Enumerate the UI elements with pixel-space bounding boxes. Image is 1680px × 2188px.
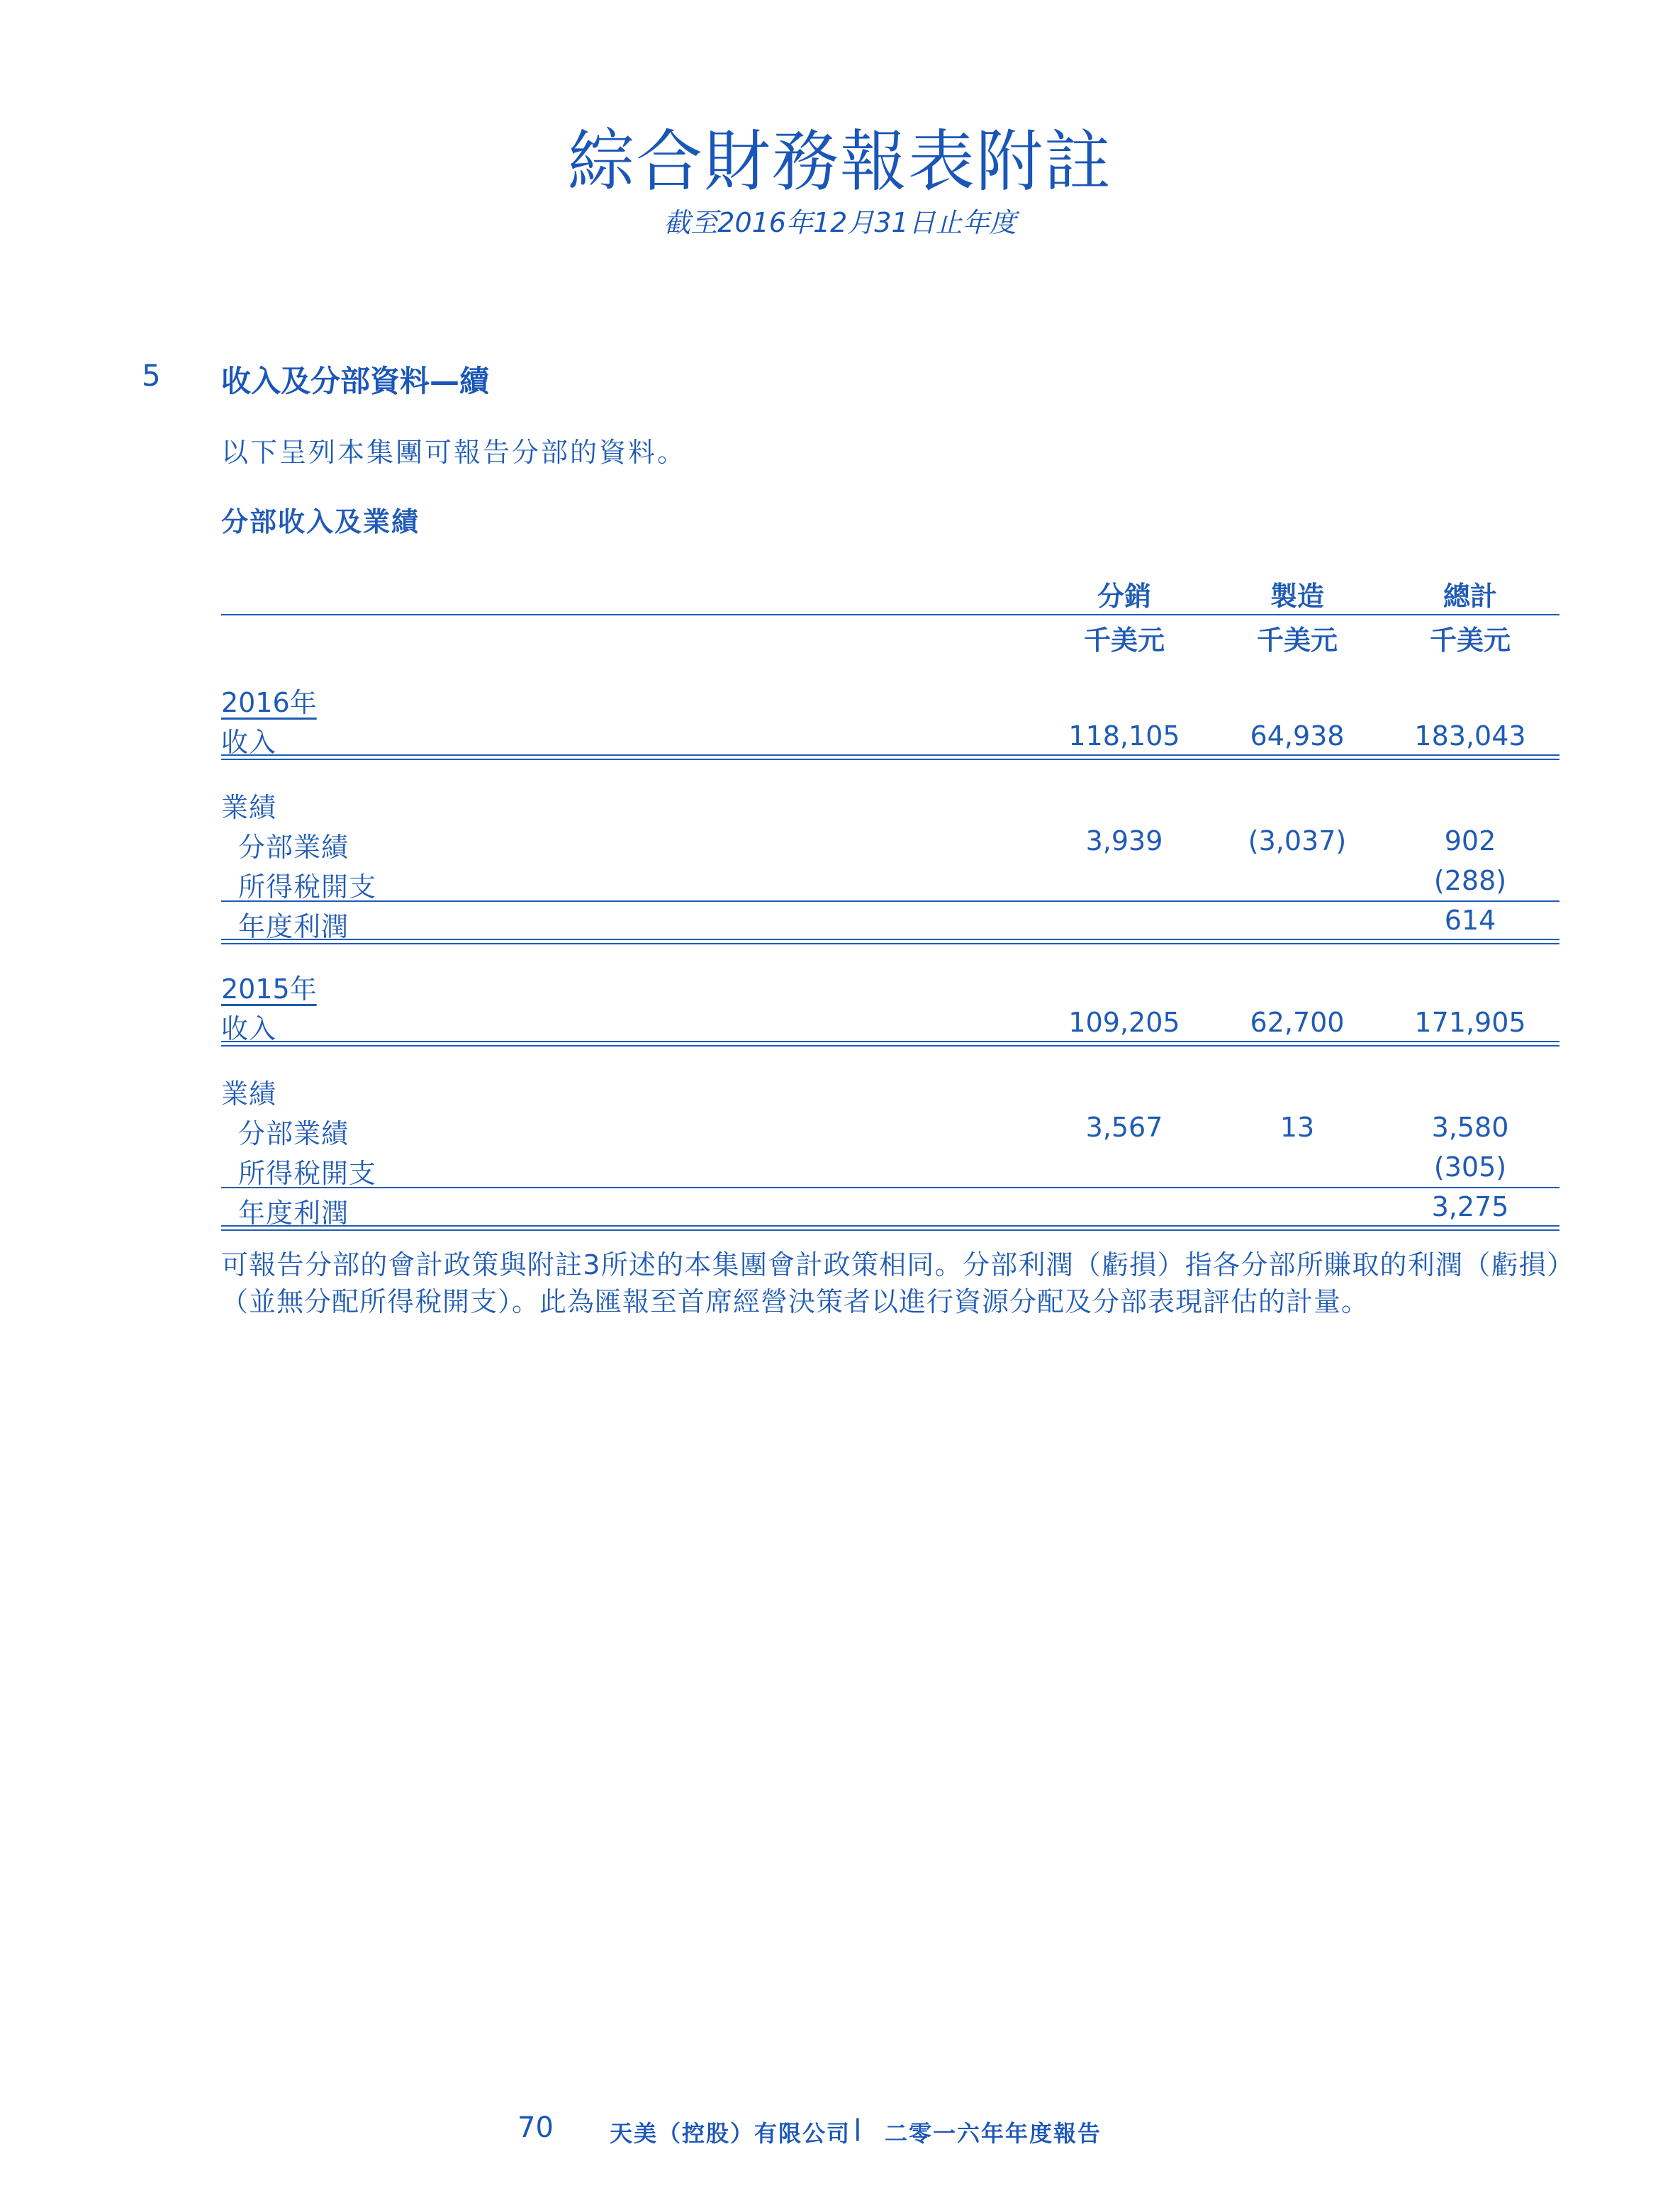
page-number: 70: [517, 2111, 554, 2144]
revenue-distribution-2016: 118,105: [1068, 720, 1180, 752]
revenue-distribution-2015: 109,205: [1068, 1007, 1180, 1038]
segment-results-label-2016: 分部業績: [238, 832, 349, 863]
segment-total-2015: 3,580: [1431, 1112, 1509, 1143]
results-label-2016: 業績: [221, 792, 277, 823]
income-tax-label-2015: 所得稅開支: [238, 1158, 377, 1189]
column-unit-manufacturing: 千美元: [1256, 625, 1338, 656]
page-footer: [0, 2111, 1680, 2154]
profit-rule-2016: [221, 939, 1559, 944]
section-intro: 以下呈列本集團可報告分部的資料。: [221, 437, 687, 468]
profit-total-2016: 614: [1444, 905, 1496, 936]
year-label-2015: 2015年: [221, 973, 317, 1005]
revenue-rule-2015: [221, 1041, 1559, 1046]
tax-rule-2015: [221, 1187, 1559, 1188]
header-rule: [221, 614, 1559, 615]
footer-separator: |: [853, 2114, 862, 2141]
revenue-manufacturing-2015: 62,700: [1250, 1007, 1345, 1038]
results-label-2015: 業績: [221, 1078, 277, 1110]
income-tax-label-2016: 所得稅開支: [238, 871, 377, 903]
column-header-total: 總計: [1443, 581, 1497, 612]
segment-distribution-2015: 3,567: [1085, 1112, 1163, 1143]
report-name: 二零一六年年度報告: [885, 2120, 1102, 2147]
profit-label-2016: 年度利潤: [238, 911, 349, 942]
section-number: 5: [142, 358, 161, 393]
segment-distribution-2016: 3,939: [1085, 825, 1163, 856]
segment-total-2016: 902: [1444, 825, 1496, 856]
segment-manufacturing-2016: (3,037): [1248, 825, 1347, 856]
profit-rule-2015: [221, 1225, 1559, 1231]
column-unit-total: 千美元: [1429, 625, 1511, 656]
accounting-policy-note: 可報告分部的會計政策與附註3所述的本集團會計政策相同。分部利潤（虧損）指各分部所賺取的利潤（虧損）（並無分配所得稅開支）。此為匯報至首席經營決策者以進行資源分配及分部表現評估的計量。: [221, 1249, 1561, 1317]
column-header-distribution: 分銷: [1097, 581, 1151, 612]
revenue-manufacturing-2016: 64,938: [1250, 720, 1345, 752]
segment-results-label-2015: 分部業績: [238, 1118, 349, 1149]
income-tax-total-2015: (305): [1433, 1151, 1507, 1183]
year-label-2016: 2016年: [221, 687, 317, 718]
column-header-manufacturing: 製造: [1270, 581, 1324, 612]
page-subtitle: 截至2016年12月31日止年度: [663, 207, 1017, 238]
profit-total-2015: 3,275: [1431, 1191, 1509, 1222]
segment-manufacturing-2015: 13: [1279, 1112, 1315, 1143]
company-name: 天美（控股）有限公司: [610, 2120, 851, 2147]
income-tax-total-2016: (288): [1433, 865, 1507, 896]
table-subheading: 分部收入及業績: [221, 506, 420, 537]
revenue-label-2016: 收入: [221, 727, 277, 758]
page-title: 綜合財務報表附註: [567, 123, 1112, 201]
tax-rule-2016: [221, 900, 1559, 902]
revenue-label-2015: 收入: [221, 1013, 277, 1044]
section-title: 收入及分部資料—續: [221, 364, 490, 398]
revenue-rule-2016: [221, 754, 1559, 760]
revenue-total-2016: 183,043: [1414, 720, 1526, 752]
revenue-total-2015: 171,905: [1414, 1007, 1526, 1038]
profit-label-2015: 年度利潤: [238, 1198, 349, 1229]
column-unit-distribution: 千美元: [1083, 625, 1165, 656]
